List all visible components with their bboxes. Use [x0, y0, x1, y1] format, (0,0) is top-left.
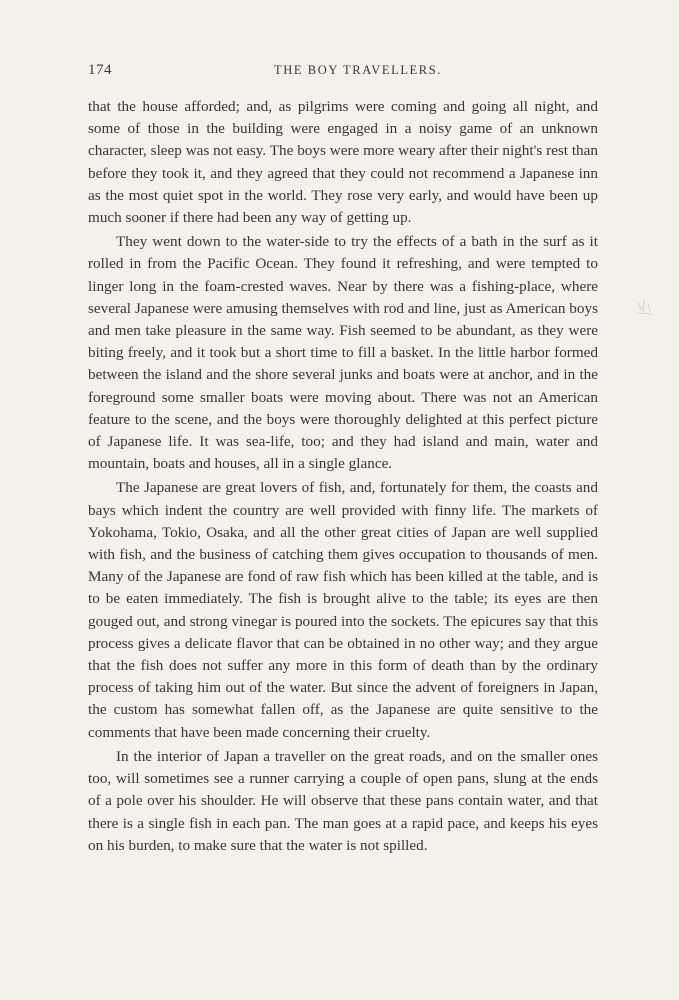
body-text — [88, 96, 598, 857]
paragraph-continued: that the house afforded; and, as pilgrims were coming and going all night, and some of those in the building were engaged in a noisy game of an unknown character, sleep was not easy. The boys were more weary after their night's rest than before they took it, and they agreed that they could not recommend a Japanese inn as the most quiet spot in the world. They rose very early, and would have been up much sooner if there had been any way of getting up. — [88, 98, 598, 227]
margin-smudge-mark — [634, 296, 656, 318]
running-title: THE BOY TRAVELLERS. — [273, 63, 443, 77]
paragraph: The Japanese are great lovers of fish, and, fortunately for them, the coasts and bays which indent the country are well provided with finny life. The markets of Yokohama, Tokio, Osaka, and all the other great cities of Japan are well supplied with fish, and the business of catching them gives occupation to thousands of men. Many of the Japanese are fond of raw fish which has been killed at the table, and is to be eaten immediately. The fish is brought alive to the table; its eyes are then gouged out, and strong vinegar is poured into the sockets. The epicures say that this process gives a delicate flavor that can be obtained in no other way; and they argue that the fish does not suffer any more in this form of death than by the ordinary process of taking him out of the water. But since the advent of foreigners in Japan, the custom has somewhat fallen off, as the Japanese are quite sensitive to the comments that have been made concerning their cruelty. — [88, 479, 598, 741]
page-number: 174 — [88, 62, 112, 78]
paragraph: They went down to the water-side to try the effects of a bath in the surf as it rolled in from the Pacific Ocean. They found it refreshing, and were tempted to linger long in the foam-crested waves. Near by there was a fishing-place, where several Japanese were amusing themselves with rod and line, just as American boys and men take pleasure in the same way. Fish seemed to be abundant, as they were biting freely, and it took but a short time to fill a basket. In the little harbor formed between the island and the shore several junks and boats were at anchor, and in the foreground some smaller boats were moving about. There was not an American feature to the scene, and the boys were thoroughly delighted at this perfect picture of Japanese life. It was sea-life, too; and they had island and main, water and mountain, boats and houses, all in a single glance. — [88, 233, 598, 473]
running-head — [88, 62, 598, 84]
paragraph: In the interior of Japan a traveller on the great roads, and on the smaller ones too, will sometimes see a runner carrying a couple of open pans, slung at the ends of a pole over his shoulder. He will observe that these pans contain water, and that there is a single fish in each pan. The man goes at a rapid pace, and keeps his eyes on his burden, to make sure that the water is not spilled. — [88, 747, 598, 854]
